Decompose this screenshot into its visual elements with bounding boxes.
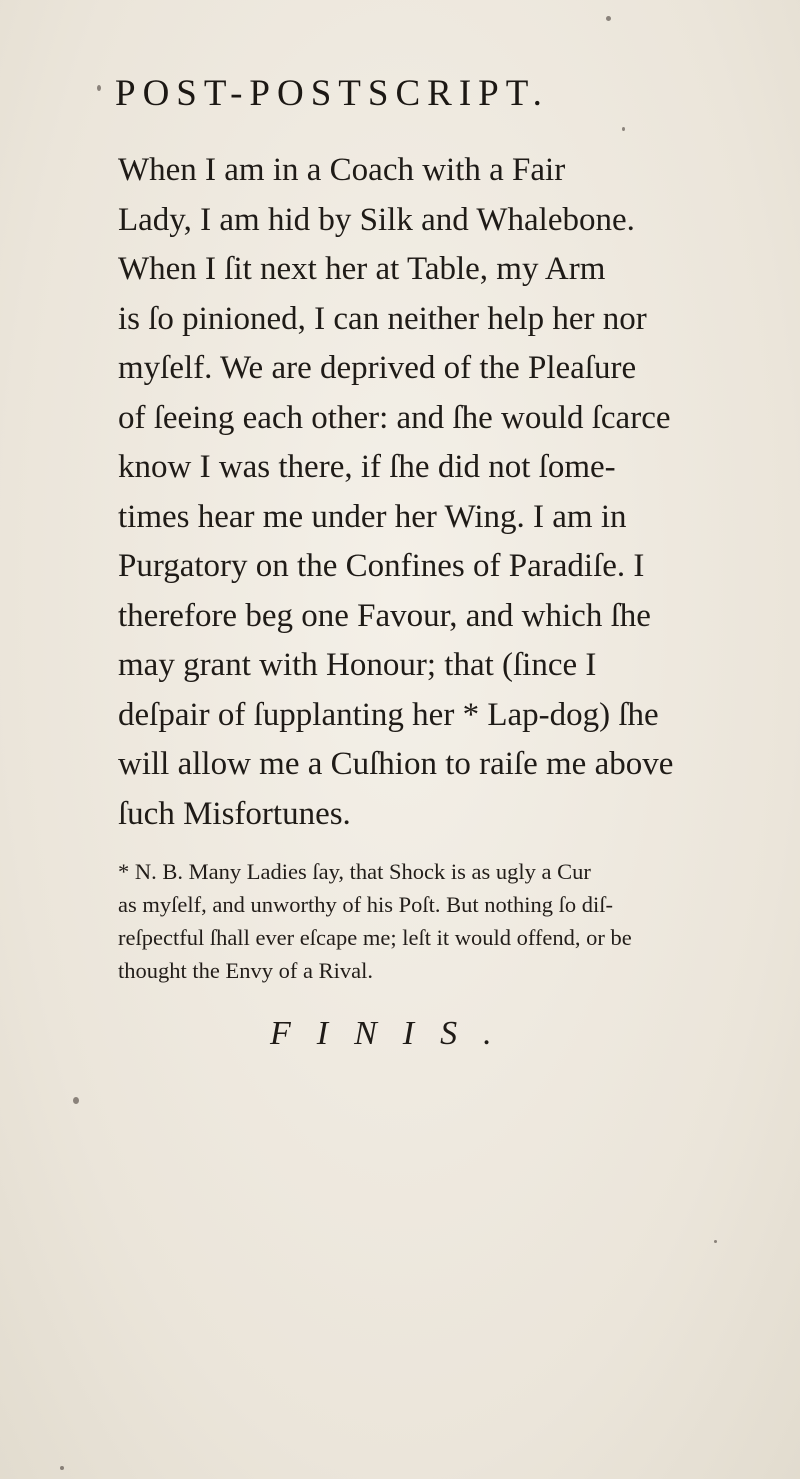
paper-speck — [622, 127, 625, 131]
body-line: of ſeeing each other: and ſhe would ſcarce — [118, 399, 671, 436]
body-line: Purgatory on the Confines of Paradiſe. I — [118, 548, 645, 584]
body-paragraph — [118, 146, 678, 839]
paper-speck — [714, 1240, 717, 1243]
paper-speck — [73, 1097, 79, 1104]
body-line: When I am in a Coach with a Fair — [118, 152, 566, 188]
footnote-line: * N. B. Many Ladies ſay, that Shock is as ugly a Cur — [118, 859, 591, 884]
body-line: Lady, I am hid by Silk and Whalebone. — [118, 201, 635, 238]
footnote-line: as myſelf, and unworthy of his Poſt. But nothing ſo diſ- — [118, 892, 613, 917]
paper-speck — [97, 85, 101, 91]
body-line: know I was there, if ſhe did not ſome- — [118, 449, 616, 485]
body-line: ſuch Misfortunes. — [118, 795, 351, 832]
footnote — [118, 855, 680, 987]
paper-speck — [606, 16, 611, 21]
body-line: may grant with Honour; that (ſince I — [118, 647, 597, 683]
body-line: deſpair of ſupplanting her * Lap-dog) ſhe — [118, 696, 659, 733]
body-line: is ſo pinioned, I can neither help her nor — [118, 300, 647, 337]
footnote-line: reſpectful ſhall ever eſcape me; leſt it would offend, or be — [118, 925, 632, 950]
body-line: will allow me a Cuſhion to raiſe me above — [118, 746, 674, 782]
footnote-line: thought the Envy of a Rival. — [118, 958, 373, 983]
finis-text: FINIS. — [270, 1015, 518, 1052]
body-line: myſelf. We are deprived of the Pleaſure — [118, 350, 637, 386]
paper-speck — [60, 1466, 64, 1470]
body-line: times hear me under her Wing. I am in — [118, 498, 627, 535]
page-heading: POST-POSTSCRIPT. — [115, 73, 549, 114]
body-line: When I ſit next her at Table, my Arm — [118, 251, 606, 287]
body-line: therefore beg one Favour, and which ſhe — [118, 597, 651, 634]
